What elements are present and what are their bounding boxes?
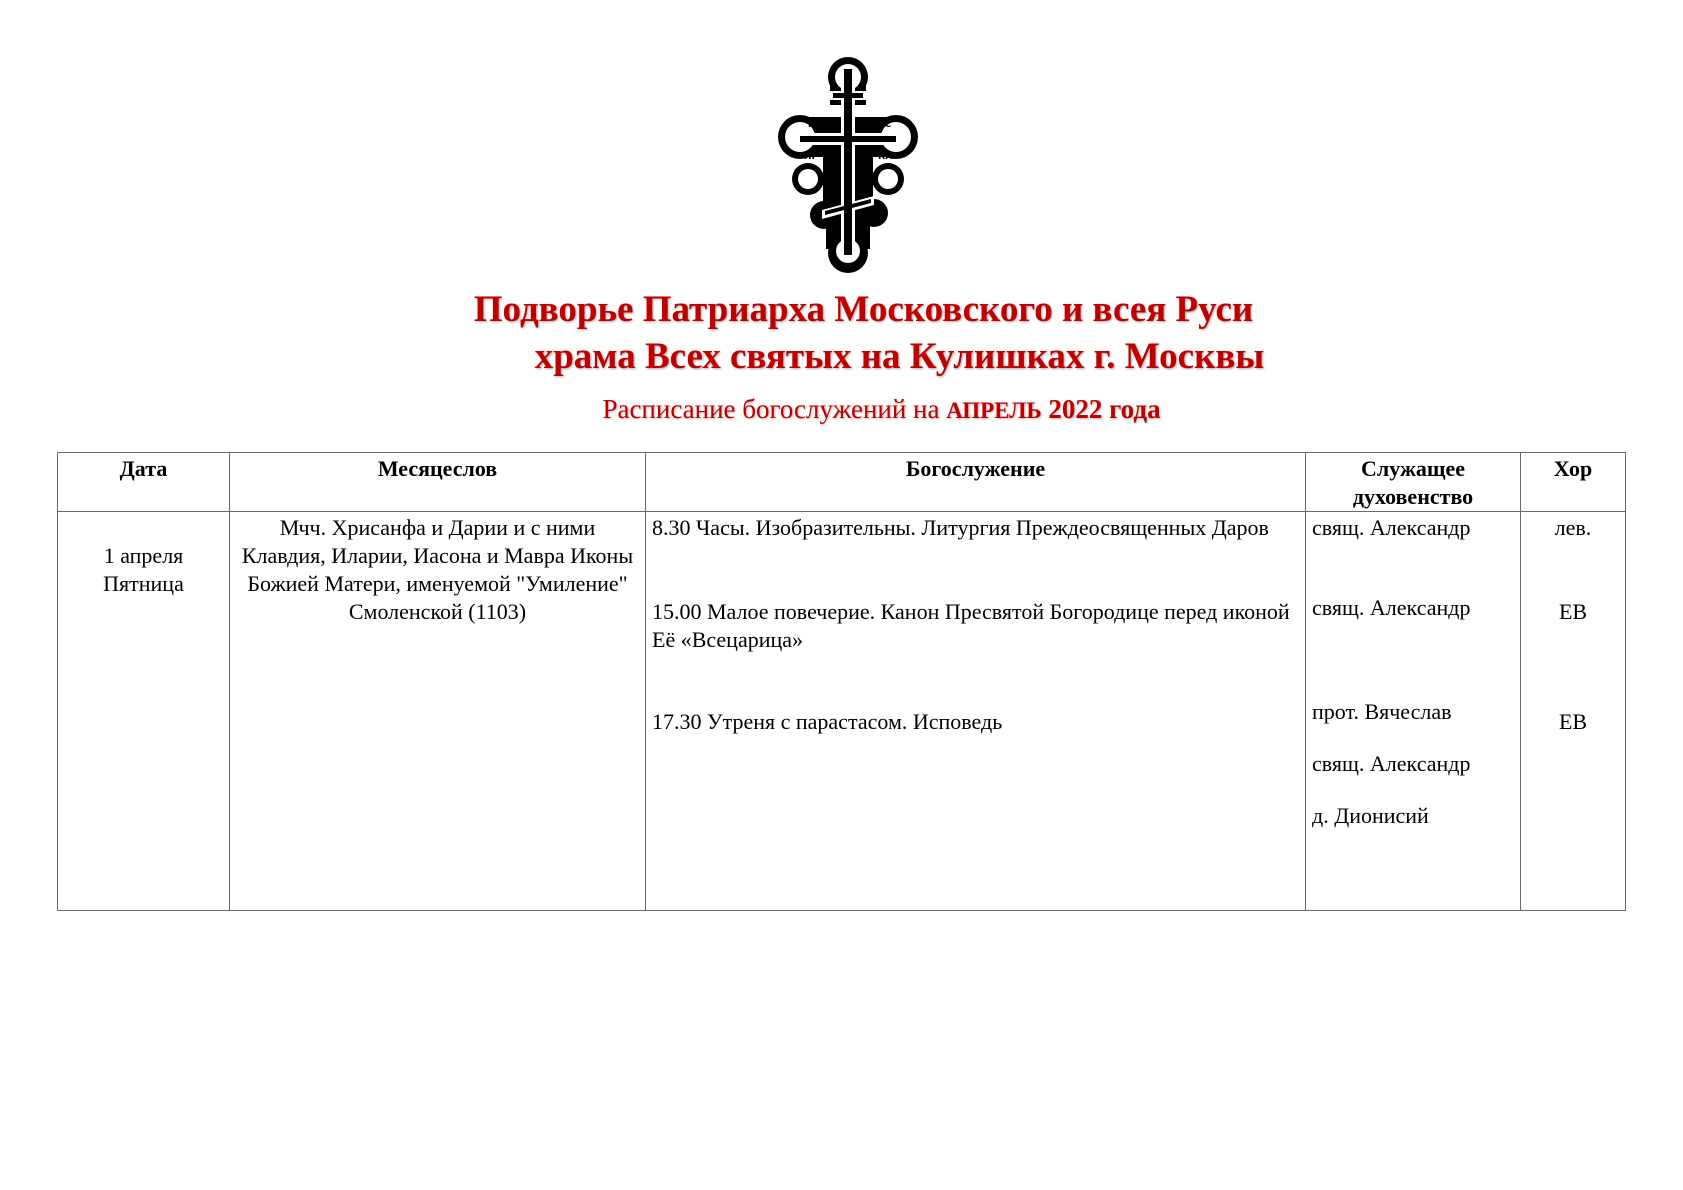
date-weekday: Пятница (103, 571, 184, 596)
svg-text:IC: IC (808, 120, 818, 130)
header-choir: Хор (1521, 453, 1626, 512)
header-clergy: Служащее духовенство (1306, 453, 1521, 512)
subtitle-month: АПРЕЛЬ (946, 398, 1042, 423)
page-subtitle (0, 392, 1683, 428)
service-cell (646, 512, 1306, 911)
svg-text:XC: XC (878, 120, 892, 130)
clergy-item: прот. Вячеслав (1312, 699, 1452, 724)
clergy-item: свящ. Александр (1312, 595, 1471, 620)
schedule-table (57, 452, 1626, 911)
svg-text:НІ: НІ (804, 152, 815, 162)
date-day: 1 апреля (103, 543, 184, 568)
clergy-item: д. Дионисий (1312, 803, 1429, 828)
service-item: 8.30 Часы. Изобразительны. Литургия Преждеосвященных Даров (652, 515, 1269, 540)
header-date: Дата (58, 453, 230, 512)
page-title-line-1: Подворье Патриарха Московского и всея Руси (473, 289, 1254, 330)
calendar-cell (230, 512, 646, 911)
subtitle-year: 2022 года (1048, 394, 1161, 424)
date-cell (58, 512, 230, 911)
header-service: Богослужение (646, 453, 1306, 512)
subtitle-prefix: Расписание богослужений на (602, 394, 940, 424)
page-title-line-2: храма Всех святых на Кулишках г. Москвы (534, 336, 1265, 377)
service-item: 17.30 Утреня с парастасом. Исповедь (652, 709, 1003, 734)
clergy-cell (1306, 512, 1521, 911)
service-item: 15.00 Малое повечерие. Канон Пресвятой Богородице перед иконой Её «Всецарица» (652, 599, 1290, 652)
table-row (58, 512, 1626, 911)
calendar-text: Мчч. Хрисанфа и Дарии и с ними Клавдия, Иларии, Иасона и Мавра Иконы Божией Матери, именуемой "Умиление" Смоленской (1103) (241, 515, 634, 624)
choir-item: ЕВ (1558, 599, 1588, 624)
choir-item: ЕВ (1558, 709, 1588, 734)
table-header-row (58, 453, 1626, 512)
header-calendar: Месяцеслов (230, 453, 646, 512)
choir-item: лев. (1554, 515, 1592, 540)
clergy-item: свящ. Александр (1312, 515, 1471, 540)
clergy-item: свящ. Александр (1312, 751, 1471, 776)
orthodox-cross-icon (778, 55, 918, 275)
svg-text:КА: КА (878, 152, 893, 162)
choir-cell (1521, 512, 1626, 911)
